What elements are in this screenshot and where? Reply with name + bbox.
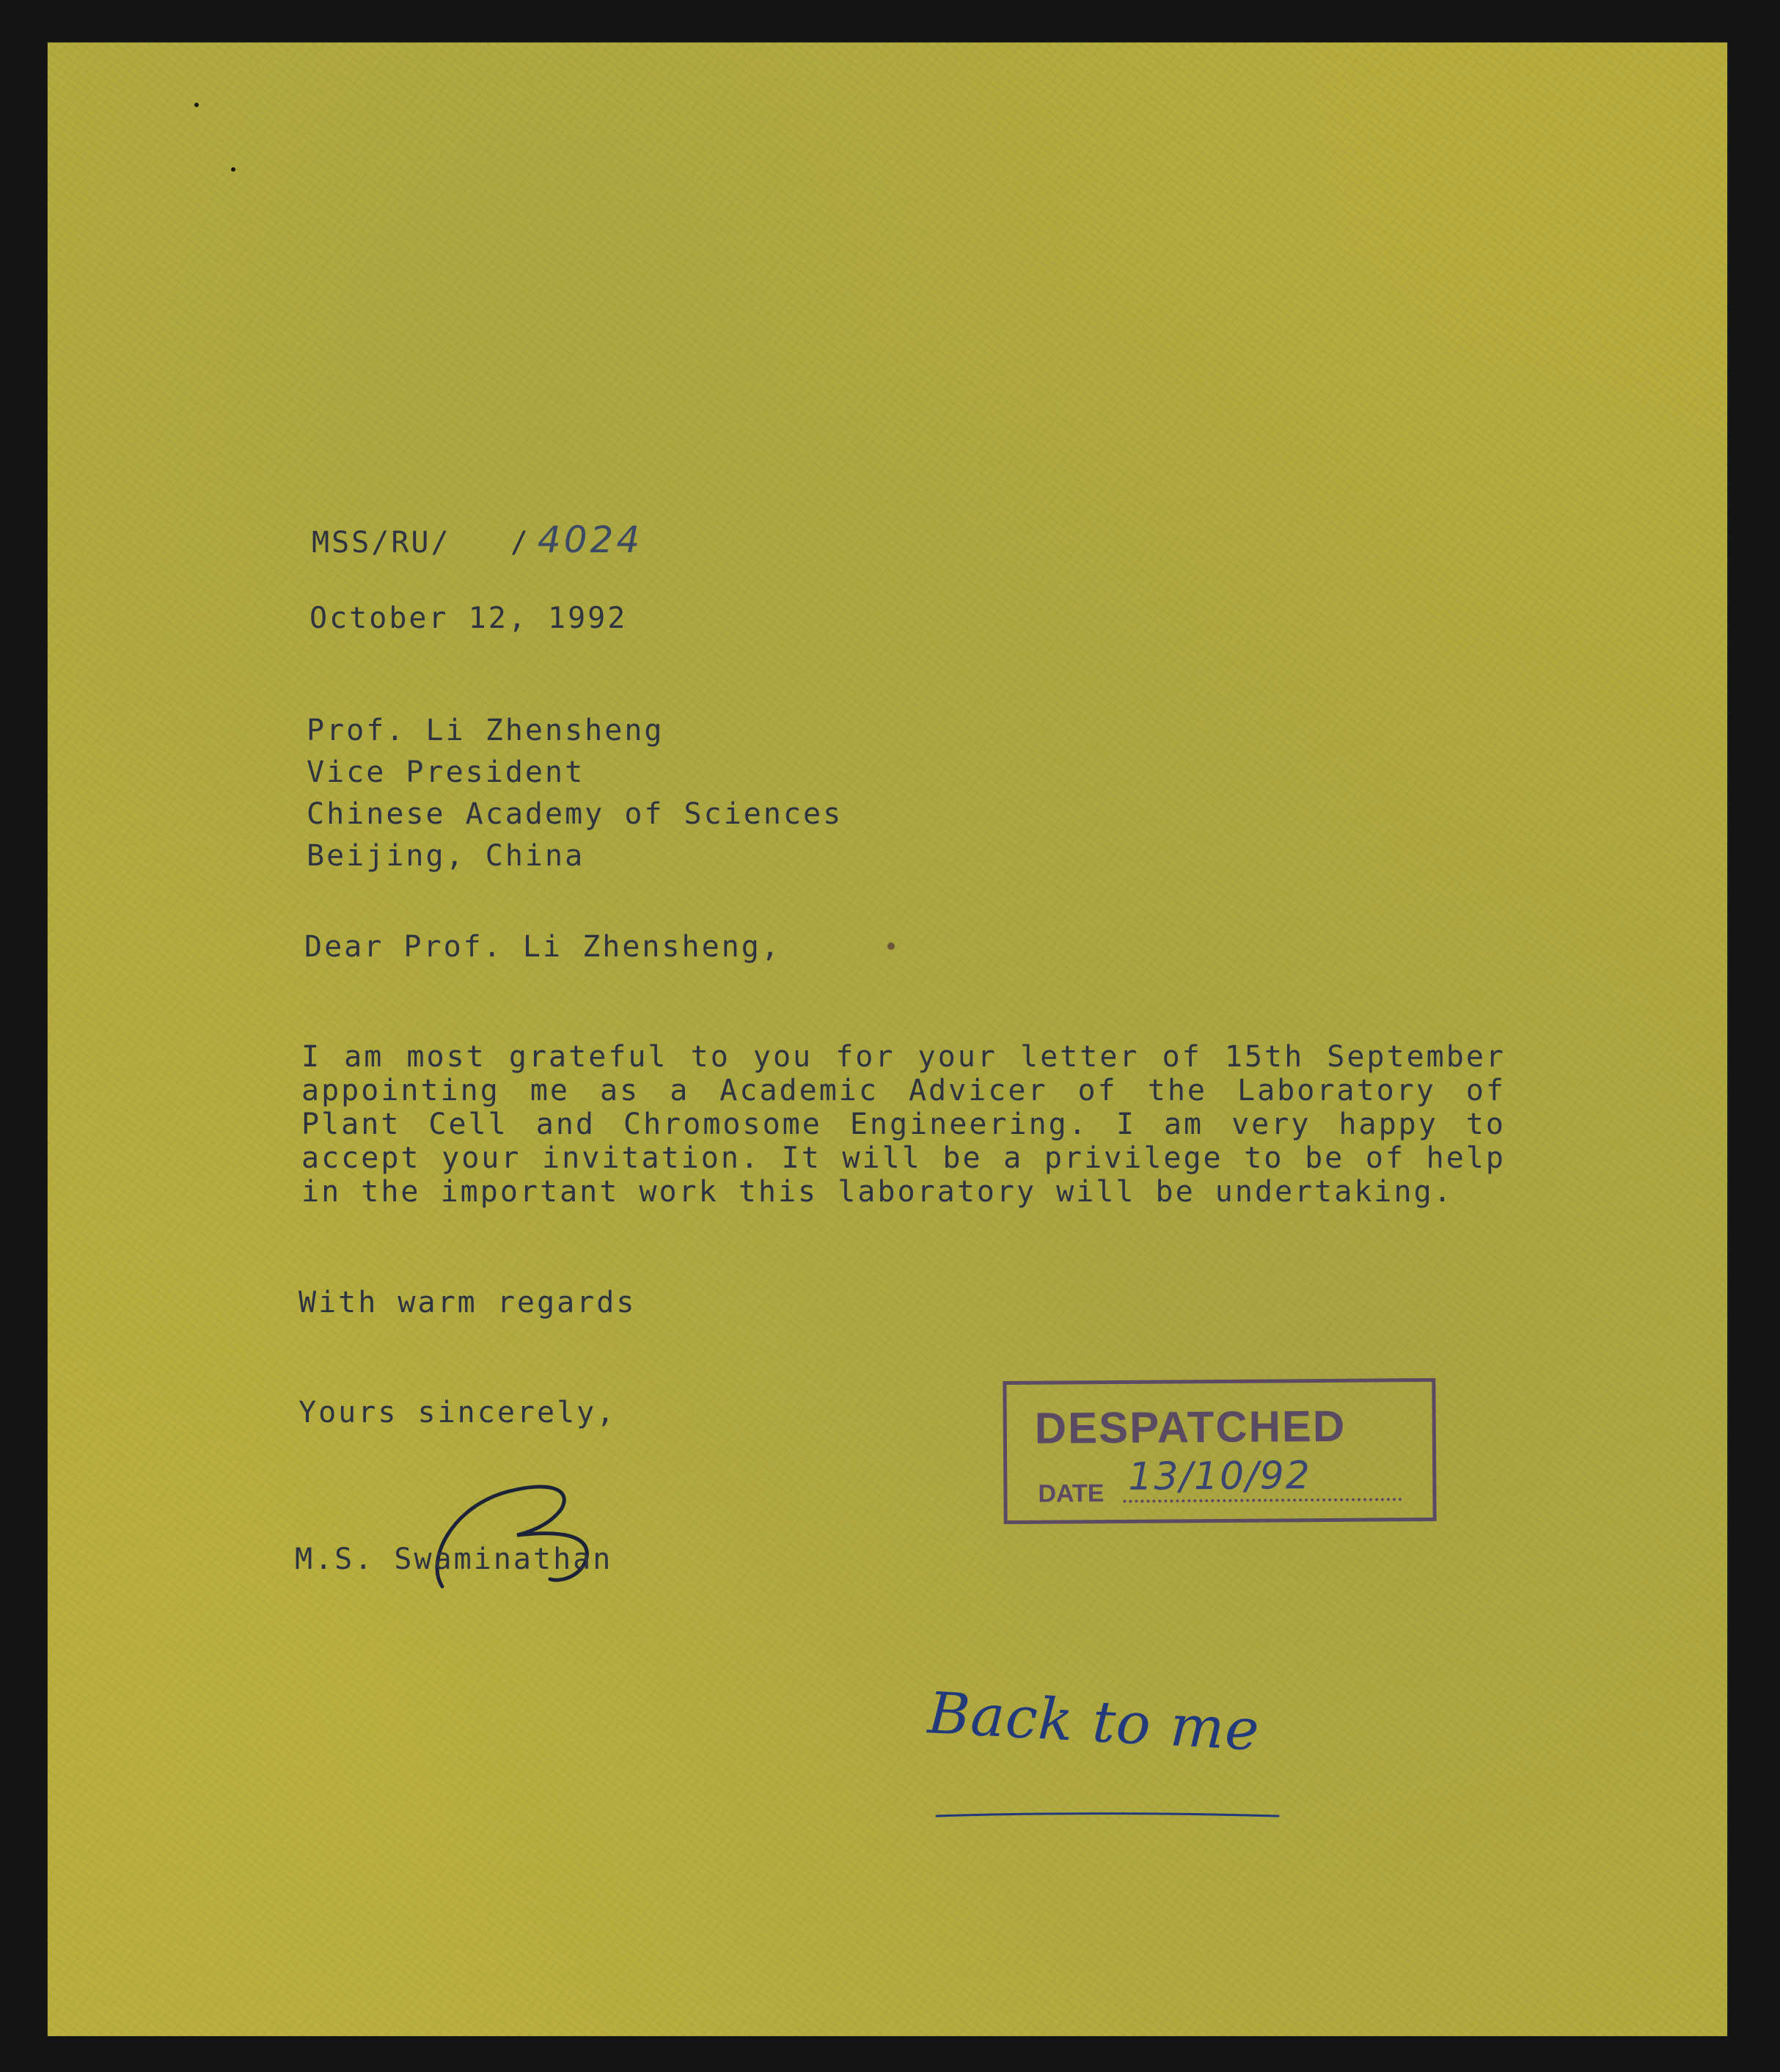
stamp-date-label: DATE: [1038, 1479, 1105, 1508]
recipient-name: Prof. Li Zhensheng: [307, 714, 664, 747]
recipient-title: Vice President: [307, 755, 585, 789]
body-paragraph: I am most grateful to you for your letter of 15th September appointing me as a Academic Advicer of the Laboratory of Plant Cell and Chromosome Engineering. I am very happy to accept your invitation. It will be a privilege to be of help in the important work this laboratory will be undertaking.: [301, 1040, 1506, 1209]
reference-prefix: MSS/RU/ /: [312, 526, 530, 560]
stamp-date-value: 13/10/92: [1128, 1454, 1311, 1499]
paper-speck: [231, 167, 235, 172]
valediction: Yours sincerely,: [299, 1396, 617, 1429]
reference-line: [312, 519, 643, 561]
despatched-stamp: [1003, 1378, 1436, 1524]
letter-date: October 12, 1992: [310, 601, 628, 635]
closing: With warm regards: [299, 1286, 637, 1319]
handwritten-underline: [935, 1810, 1280, 1820]
paper-speck: [194, 103, 199, 107]
handwritten-note: Back to me: [926, 1680, 1261, 1764]
recipient-address: [307, 710, 843, 877]
recipient-organization: Chinese Academy of Sciences: [307, 797, 843, 831]
letter-sheet: [48, 43, 1727, 2036]
letter-body: [301, 1040, 1506, 1209]
reference-number: 4024: [537, 519, 643, 561]
stamp-title: DESPATCHED: [1034, 1401, 1347, 1453]
recipient-location: Beijing, China: [307, 839, 585, 873]
signatory-name: M.S. Swaminathan: [295, 1542, 613, 1576]
salutation: Dear Prof. Li Zhensheng,: [304, 930, 781, 964]
paper-stain: [887, 942, 895, 950]
